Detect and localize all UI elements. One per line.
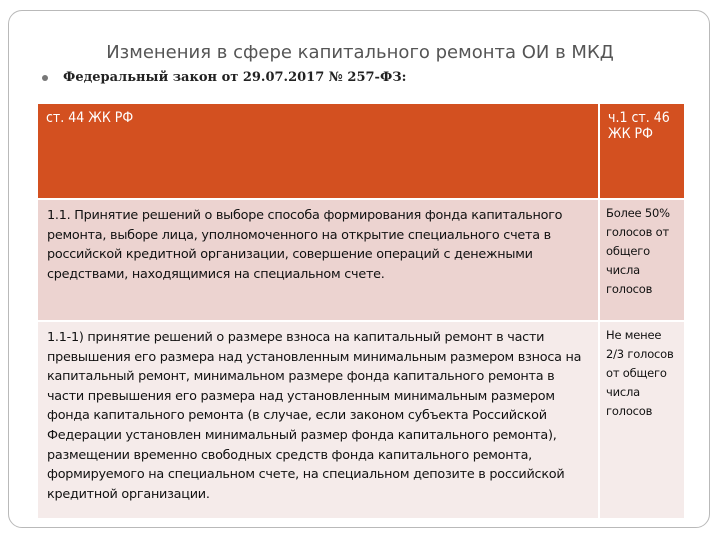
- row-votes: Более 50% голосов от общего числа голосов: [599, 199, 685, 321]
- slide-title: Изменения в сфере капитального ремонта ОИ в МКД: [106, 42, 614, 63]
- header-cell-part: ч.1 ст. 46 ЖК РФ: [599, 103, 685, 199]
- bullet-icon: [42, 75, 48, 81]
- table-row: [37, 199, 685, 321]
- row-votes: Не менее 2/3 голосов от общего числа голосов: [599, 321, 685, 519]
- table-row: [37, 321, 685, 519]
- comparison-table: [36, 102, 686, 520]
- row-description: 1.1-1) принятие решений о размере взноса на капитальный ремонт в части превышения его размера над установленным минимальным размером взноса на капитальный ремонт, минимальном размере фонда капитального ремонта в части превышения его размера над установленным минимальным размером фонда капитального ремонта (в случае, если законом субъекта Российской Федерации установлен минимальный размер фонда капитального ремонта), размещении временно свободных средств фонда капитального ремонта, формируемого на специальном счете, на специальном депозите в российской кредитной организации.: [37, 321, 599, 519]
- slide-subtitle: Федеральный закон от 29.07.2017 № 257-ФЗ:: [63, 70, 407, 85]
- table-header-row: [37, 103, 685, 199]
- header-cell-article: ст. 44 ЖК РФ: [37, 103, 599, 199]
- row-description: 1.1. Принятие решений о выборе способа формирования фонда капитального ремонта, выборе лица, уполномоченного на открытие специального счета в российской кредитной организации, совершение операций с денежными средствами, находящимися на специальном счете.: [37, 199, 599, 321]
